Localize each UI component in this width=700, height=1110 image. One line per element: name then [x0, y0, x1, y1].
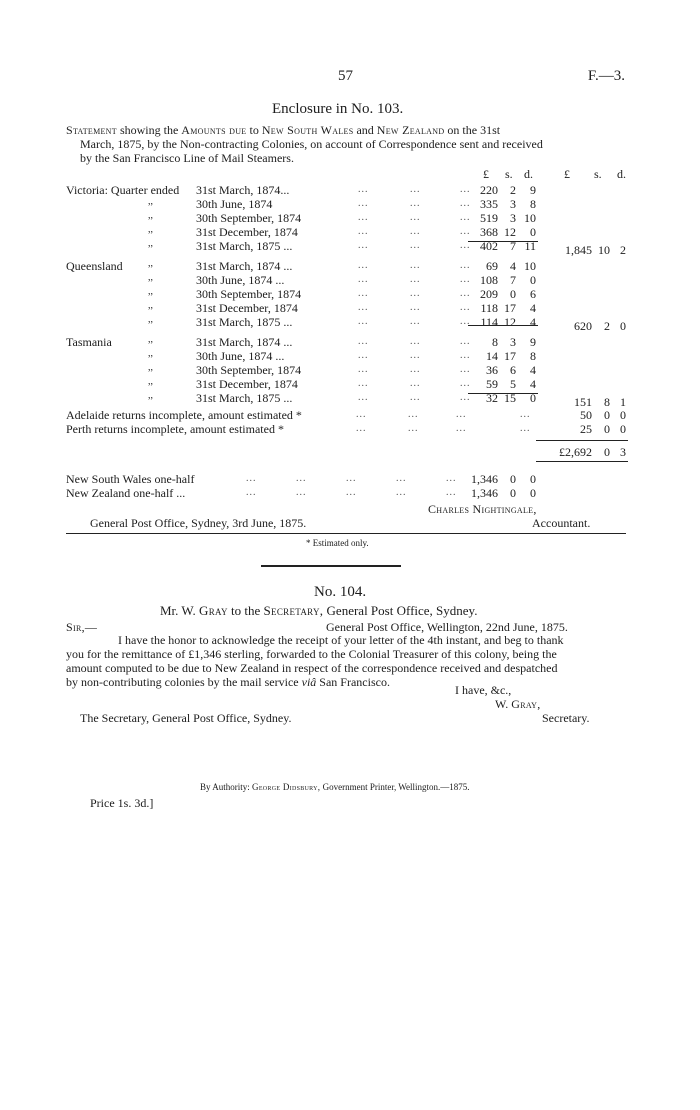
leader-dots: ... — [460, 364, 471, 375]
ditto-mark: ,, — [148, 286, 153, 297]
leader-dots: ... — [246, 487, 257, 498]
leader-dots: ... — [358, 212, 369, 223]
amount-pounds: 108 — [480, 273, 498, 287]
amount-pence: 4 — [530, 377, 536, 391]
amount-pence: 9 — [530, 183, 536, 197]
quarter-period: 30th June, 1874 — [196, 197, 273, 211]
amount-pence: 4 — [530, 363, 536, 377]
letter-title: No. 104. — [314, 584, 367, 600]
leader-dots: ... — [410, 274, 421, 285]
leader-dots: ... — [410, 260, 421, 271]
quarter-period: 30th September, 1874 — [196, 211, 302, 225]
ditto-mark: ,, — [148, 272, 153, 283]
leader-dots: ... — [460, 336, 471, 347]
quarter-period: 30th June, 1874 ... — [196, 349, 285, 363]
leader-dots: ... — [456, 409, 467, 420]
col-shilling-outer: s. — [594, 167, 602, 181]
letter-heading: Mr. W. Gray to the Secretary, General Post Office, Sydney. — [160, 603, 478, 618]
thick-divider — [261, 565, 401, 567]
leader-dots: ... — [358, 336, 369, 347]
leader-dots: ... — [520, 423, 531, 434]
ditto-mark: ,, — [148, 334, 153, 345]
quarter-period: 31st December, 1874 — [196, 377, 298, 391]
colony-label: Victoria: Quarter ended — [66, 183, 180, 197]
tasmania-subtotal-s: 8 — [604, 395, 610, 409]
amount-pence: 0 — [530, 273, 536, 287]
victoria-subtotal-d: 2 — [620, 243, 626, 257]
nsw-half-label: New South Wales one-half — [66, 472, 195, 486]
leader-dots: ... — [410, 226, 421, 237]
document-reference: F.—3. — [587, 68, 625, 84]
leader-dots: ... — [460, 316, 471, 327]
footnote: * Estimated only. — [306, 538, 369, 548]
leader-dots: ... — [358, 392, 369, 403]
quarter-period: 31st December, 1874 — [196, 225, 298, 239]
leader-dots: ... — [410, 302, 421, 313]
tasmania-subtotal-d: 1 — [620, 395, 626, 409]
amount-pence: 4 — [530, 315, 536, 329]
leader-dots: ... — [358, 226, 369, 237]
amount-pounds: 32 — [486, 391, 498, 405]
leader-dots: ... — [358, 364, 369, 375]
leader-dots: ... — [410, 288, 421, 299]
leader-dots: ... — [246, 473, 257, 484]
quarter-period: 31st March, 1874 ... — [196, 335, 293, 349]
leader-dots: ... — [460, 274, 471, 285]
quarter-period: 31st March, 1874 ... — [196, 259, 293, 273]
nz-half-label: New Zealand one-half ... — [66, 486, 186, 500]
quarter-period: 31st March, 1875 ... — [196, 239, 293, 253]
col-pence-outer: d. — [617, 167, 626, 181]
amount-pence: 8 — [530, 197, 536, 211]
quarter-period: 31st March, 1875 ... — [196, 315, 293, 329]
statement-line-3: by the San Francisco Line of Mail Steamers. — [80, 151, 294, 165]
amount-pence: 10 — [524, 211, 536, 225]
rule-victoria — [468, 241, 538, 242]
amount-shillings: 6 — [510, 363, 516, 377]
amount-pence: 11 — [524, 239, 536, 253]
perth-d: 0 — [620, 422, 626, 436]
amount-shillings: 17 — [504, 301, 516, 315]
statement-lead: Statement — [66, 123, 117, 137]
amount-pounds: 402 — [480, 239, 498, 253]
amount-pounds: 14 — [486, 349, 498, 363]
leader-dots: ... — [356, 409, 367, 420]
ditto-mark: ,, — [148, 224, 153, 235]
leader-dots: ... — [410, 316, 421, 327]
leader-dots: ... — [520, 409, 531, 420]
leader-dots: ... — [460, 302, 471, 313]
amount-shillings: 17 — [504, 349, 516, 363]
leader-dots: ... — [358, 302, 369, 313]
leader-dots: ... — [358, 274, 369, 285]
page-number: 57 — [338, 68, 353, 84]
rule-tasmania — [468, 393, 538, 394]
grand-total-l: £2,692 — [559, 445, 592, 459]
leader-dots: ... — [460, 378, 471, 389]
amount-pence: 10 — [524, 259, 536, 273]
amount-pence: 0 — [530, 391, 536, 405]
grand-total-s: 0 — [604, 445, 610, 459]
quarter-period: 30th September, 1874 — [196, 363, 302, 377]
signature-place-date: General Post Office, Sydney, 3rd June, 1875. — [90, 516, 307, 530]
letter-signer: W. Gray, — [495, 697, 541, 711]
amount-pounds: 8 — [492, 335, 498, 349]
ditto-mark: ,, — [148, 348, 153, 359]
leader-dots: ... — [460, 350, 471, 361]
leader-dots: ... — [456, 423, 467, 434]
leader-dots: ... — [296, 473, 307, 484]
nz-half-s: 0 — [510, 486, 516, 500]
letter-body-line-1: I have the honor to acknowledge the receipt of your letter of the 4th instant, and beg to thank — [118, 633, 564, 647]
grand-total-d: 3 — [620, 445, 626, 459]
ditto-mark: ,, — [148, 376, 153, 387]
nsw-half-l: 1,346 — [471, 472, 498, 486]
imprint: By Authority: George Didsbury, Government Printer, Wellington.—1875. — [200, 782, 470, 792]
col-shilling-inner: s. — [505, 167, 513, 181]
leader-dots: ... — [358, 378, 369, 389]
amount-pence: 0 — [530, 225, 536, 239]
adelaide-s: 0 — [604, 408, 610, 422]
adelaide-estimate-label: Adelaide returns incomplete, amount estimated * — [66, 408, 302, 422]
leader-dots: ... — [358, 198, 369, 209]
queensland-subtotal-s: 2 — [604, 319, 610, 333]
adelaide-l: 50 — [580, 408, 592, 422]
leader-dots: ... — [460, 212, 471, 223]
rule-total-bottom — [536, 461, 628, 462]
amount-shillings: 3 — [510, 211, 516, 225]
perth-estimate-label: Perth returns incomplete, amount estimated * — [66, 422, 284, 436]
amount-shillings: 7 — [510, 239, 516, 253]
amount-shillings: 0 — [510, 287, 516, 301]
leader-dots: ... — [460, 226, 471, 237]
amount-pounds: 335 — [480, 197, 498, 211]
colony-label: Tasmania — [66, 335, 112, 349]
amount-shillings: 12 — [504, 315, 516, 329]
tasmania-subtotal-l: 151 — [574, 395, 592, 409]
quarter-period: 30th September, 1874 — [196, 287, 302, 301]
leader-dots: ... — [460, 260, 471, 271]
leader-dots: ... — [396, 473, 407, 484]
enclosure-title: Enclosure in No. 103. — [272, 101, 404, 117]
leader-dots: ... — [346, 487, 357, 498]
amount-pounds: 118 — [480, 301, 498, 315]
leader-dots: ... — [410, 184, 421, 195]
amount-pounds: 69 — [486, 259, 498, 273]
leader-dots: ... — [410, 212, 421, 223]
perth-l: 25 — [580, 422, 592, 436]
leader-dots: ... — [358, 184, 369, 195]
leader-dots: ... — [410, 198, 421, 209]
letter-from-line: General Post Office, Wellington, 22nd June, 1875. — [326, 620, 568, 634]
letter-body-line-3: amount computed to be due to New Zealand in respect of the correspondence received and despatched — [66, 661, 558, 675]
ditto-mark: ,, — [148, 196, 153, 207]
ditto-mark: ,, — [148, 238, 153, 249]
leader-dots: ... — [358, 316, 369, 327]
ditto-mark: ,, — [148, 390, 153, 401]
amount-shillings: 3 — [510, 197, 516, 211]
statement-line-1: Statement showing the Amounts due to New South Wales and New Zealand on the 31st — [66, 123, 501, 137]
amount-pounds: 209 — [480, 287, 498, 301]
leader-dots: ... — [460, 184, 471, 195]
amount-shillings: 7 — [510, 273, 516, 287]
adelaide-d: 0 — [620, 408, 626, 422]
letter-closing: I have, &c., — [455, 683, 512, 697]
ditto-mark: ,, — [148, 300, 153, 311]
amount-pounds: 220 — [480, 183, 498, 197]
leader-dots: ... — [410, 240, 421, 251]
price: Price 1s. 3d.] — [90, 796, 154, 810]
amount-pounds: 114 — [480, 315, 498, 329]
nsw-half-s: 0 — [510, 472, 516, 486]
amount-pence: 4 — [530, 301, 536, 315]
leader-dots: ... — [410, 350, 421, 361]
nz-half-d: 0 — [530, 486, 536, 500]
ditto-mark: ,, — [148, 258, 153, 269]
amount-shillings: 3 — [510, 335, 516, 349]
leader-dots: ... — [396, 487, 407, 498]
leader-dots: ... — [356, 423, 367, 434]
leader-dots: ... — [410, 336, 421, 347]
leader-dots: ... — [460, 288, 471, 299]
letter-addressee: The Secretary, General Post Office, Sydney. — [80, 711, 292, 725]
leader-dots: ... — [408, 423, 419, 434]
victoria-subtotal-l: 1,845 — [565, 243, 592, 257]
leader-dots: ... — [358, 240, 369, 251]
victoria-subtotal-s: 10 — [598, 243, 610, 257]
leader-dots: ... — [410, 378, 421, 389]
ditto-mark: ,, — [148, 210, 153, 221]
amount-shillings: 4 — [510, 259, 516, 273]
salutation: Sir,— — [66, 620, 98, 634]
queensland-subtotal-l: 620 — [574, 319, 592, 333]
amount-pence: 9 — [530, 335, 536, 349]
leader-dots: ... — [460, 198, 471, 209]
leader-dots: ... — [446, 473, 457, 484]
signature-title: Accountant. — [532, 516, 591, 530]
signer-title: Secretary. — [542, 711, 590, 725]
amount-pence: 6 — [530, 287, 536, 301]
quarter-period: 31st March, 1875 ... — [196, 391, 293, 405]
col-pence-inner: d. — [524, 167, 533, 181]
amount-pounds: 368 — [480, 225, 498, 239]
amount-pence: 8 — [530, 349, 536, 363]
amount-shillings: 15 — [504, 391, 516, 405]
ditto-mark: ,, — [148, 314, 153, 325]
leader-dots: ... — [358, 350, 369, 361]
section-rule — [66, 533, 626, 534]
queensland-subtotal-d: 0 — [620, 319, 626, 333]
amount-shillings: 2 — [510, 183, 516, 197]
perth-s: 0 — [604, 422, 610, 436]
amount-shillings: 5 — [510, 377, 516, 391]
letter-body-line-4: by non-contributing colonies by the mail service viâ San Francisco. — [66, 675, 390, 689]
nsw-half-d: 0 — [530, 472, 536, 486]
col-pound-outer: £ — [564, 167, 570, 181]
ditto-mark: ,, — [148, 362, 153, 373]
leader-dots: ... — [358, 260, 369, 271]
quarter-period: 31st December, 1874 — [196, 301, 298, 315]
colony-label: Queensland — [66, 259, 123, 273]
letter-body-line-2: you for the remittance of £1,346 sterling, forwarded to the Colonial Treasurer of this colony, being the — [66, 647, 557, 661]
leader-dots: ... — [408, 409, 419, 420]
leader-dots: ... — [460, 240, 471, 251]
amount-pounds: 519 — [480, 211, 498, 225]
leader-dots: ... — [410, 392, 421, 403]
nz-half-l: 1,346 — [471, 486, 498, 500]
col-pound-inner: £ — [483, 167, 489, 181]
quarter-period: 31st March, 1874... — [196, 183, 290, 197]
rule-queensland — [468, 325, 538, 326]
leader-dots: ... — [446, 487, 457, 498]
leader-dots: ... — [410, 364, 421, 375]
signature-name: Charles Nightingale, — [428, 502, 537, 516]
amount-shillings: 12 — [504, 225, 516, 239]
leader-dots: ... — [346, 473, 357, 484]
leader-dots: ... — [358, 288, 369, 299]
leader-dots: ... — [296, 487, 307, 498]
quarter-period: 30th June, 1874 ... — [196, 273, 285, 287]
amount-pounds: 36 — [486, 363, 498, 377]
rule-total-top — [536, 440, 628, 441]
statement-line-2: March, 1875, by the Non-contracting Colonies, on account of Correspondence sent and received — [80, 137, 543, 151]
amount-pounds: 59 — [486, 377, 498, 391]
leader-dots: ... — [460, 392, 471, 403]
